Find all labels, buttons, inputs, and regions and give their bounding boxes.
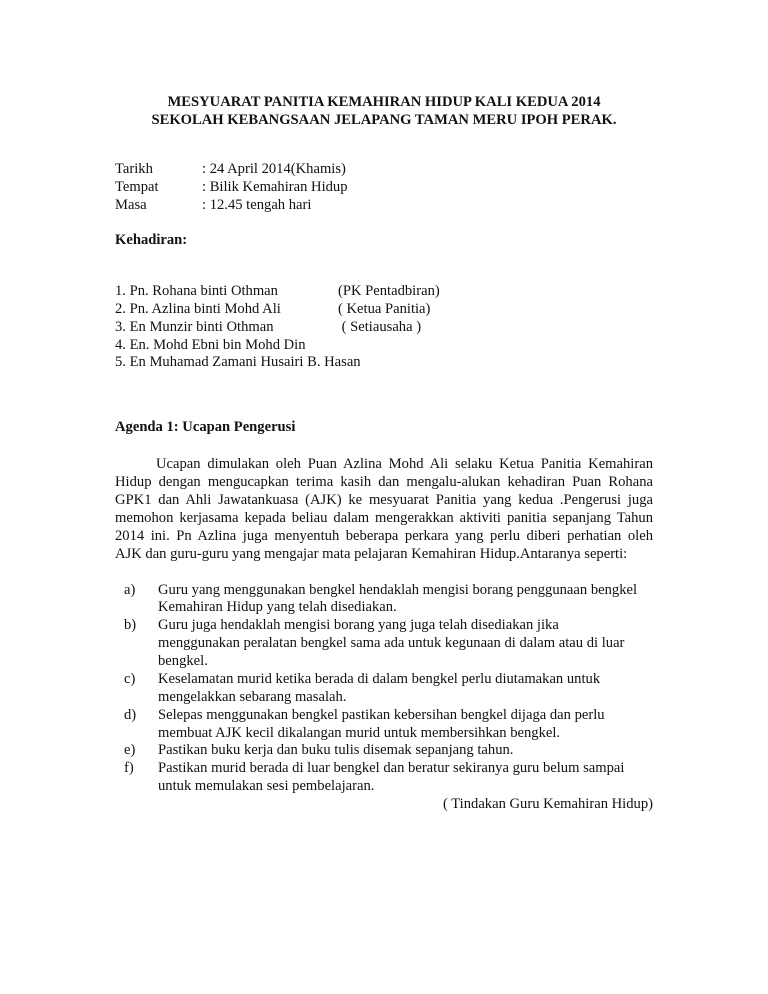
attendee-name: 2. Pn. Azlina binti Mohd Ali (115, 301, 281, 317)
list-item-line: Guru juga hendaklah mengisi borang yang juga telah disediakan jika (158, 617, 559, 633)
list-item-line: membuat AJK kecil dikalangan murid untuk membersihkan bengkel. (158, 725, 561, 741)
agenda-heading: Agenda 1: Ucapan Pengerusi (115, 419, 296, 435)
list-item-letter: b) (124, 617, 137, 633)
list-item-line: Kemahiran Hidup yang telah disediakan. (158, 599, 397, 615)
list-item-letter: d) (124, 707, 137, 723)
list-item-letter: f) (124, 760, 134, 776)
list-item-line: mengelakkan sebarang masalah. (158, 689, 347, 705)
attendee-role: ( Setiausaha ) (338, 319, 422, 335)
detail-label-date: Tarikh (115, 161, 153, 177)
detail-value-time: : 12.45 tengah hari (202, 197, 312, 213)
list-item-line: bengkel. (158, 653, 208, 669)
document-title-line1: MESYUARAT PANITIA KEMAHIRAN HIDUP KALI KEDUA 2014 (167, 94, 601, 110)
paragraph-line: GPK1 dan Ahli Jawatankuasa (AJK) ke mesyuarat Panitia yang kedua .Pengerusi juga (115, 492, 653, 508)
paragraph-line: Hidup dengan mengucapkan terima kasih dan mengalu-alukan kehadiran Puan Rohana (115, 474, 653, 490)
detail-label-time: Masa (115, 197, 147, 213)
attendee-name: 4. En. Mohd Ebni bin Mohd Din (115, 337, 306, 353)
paragraph-line: Ucapan dimulakan oleh Puan Azlina Mohd Ali selaku Ketua Panitia Kemahiran (156, 456, 653, 472)
detail-value-place: : Bilik Kemahiran Hidup (202, 179, 348, 195)
paragraph-line: memohon kerjasama kepada beliau dalam mengerakkan aktiviti panitia sepanjang Tahun (115, 510, 653, 526)
list-item-line: Keselamatan murid ketika berada di dalam bengkel perlu diutamakan untuk (158, 671, 601, 687)
paragraph-line: 2014 ini. Pn Azlina juga menyentuh beberapa perkara yang perlu diberi perhatian oleh (115, 528, 653, 544)
detail-value-date: : 24 April 2014(Khamis) (202, 161, 346, 177)
list-item-letter: e) (124, 742, 136, 758)
list-item-line: Pastikan buku kerja dan buku tulis disemak sepanjang tahun. (158, 742, 514, 758)
detail-label-place: Tempat (115, 179, 159, 195)
list-item-letter: c) (124, 671, 136, 687)
document-title-line2: SEKOLAH KEBANGSAAN JELAPANG TAMAN MERU IPOH PERAK. (151, 112, 617, 128)
list-item-line: Pastikan murid berada di luar bengkel dan beratur sekiranya guru belum sampai (158, 760, 625, 776)
action-note: ( Tindakan Guru Kemahiran Hidup) (443, 796, 653, 812)
list-item-line: Guru yang menggunakan bengkel hendaklah mengisi borang penggunaan bengkel (158, 582, 638, 598)
list-item-line: Selepas menggunakan bengkel pastikan kebersihan bengkel dijaga dan perlu (158, 707, 605, 723)
attendee-role: (PK Pentadbiran) (338, 283, 440, 299)
list-item-line: menggunakan peralatan bengkel sama ada untuk kegunaan di dalam atau di luar (158, 635, 625, 651)
attendee-name: 1. Pn. Rohana binti Othman (115, 283, 278, 299)
paragraph-line: AJK dan guru-guru yang mengajar mata pelajaran Kemahiran Hidup.Antaranya seperti: (115, 546, 628, 562)
list-item-letter: a) (124, 582, 136, 598)
list-item-line: untuk memulakan sesi pembelajaran. (158, 778, 375, 794)
attendee-role: ( Ketua Panitia) (338, 301, 431, 317)
attendee-name: 3. En Munzir binti Othman (115, 319, 274, 335)
attendance-heading: Kehadiran: (115, 232, 188, 248)
attendee-name: 5. En Muhamad Zamani Husairi B. Hasan (115, 354, 361, 370)
